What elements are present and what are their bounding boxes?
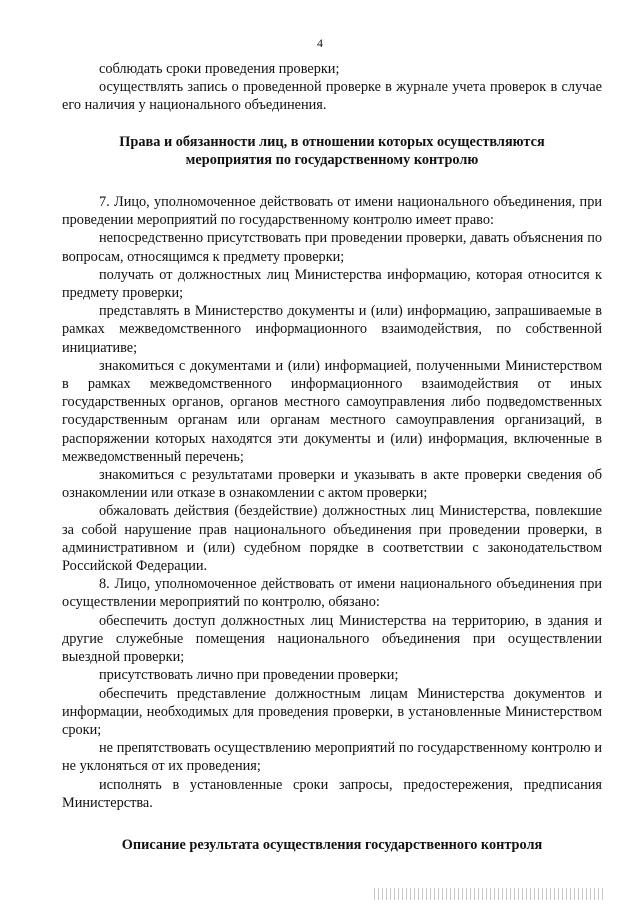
paragraph: не препятствовать осуществлению мероприятий по государственному контролю и не уклоняться от их проведения; [62, 740, 602, 775]
section-heading-results: Описание результата осуществления государственного контроля [121, 836, 543, 853]
paragraph: знакомиться с документами и (или) информацией, полученными Министерством в рамках межведомственного информационного взаимодействия от иных государственных органов, органов местного самоуправления либо подведомственных государственным органам или органам местного самоуправления организаций, в распоряжении которых находятся эти документы и (или) информация, включенные в межведомственный перечень; [62, 357, 602, 465]
paragraph: осуществлять запись о проведенной проверке в журнале учета проверок в случае его наличия у национального объединения. [62, 79, 602, 114]
page-number: 4 [317, 36, 323, 50]
paragraph: обжаловать действия (бездействие) должностных лиц Министерства, повлекшие за собой нарушение прав национального объединения при проведении проверки, в административном и (или) судебном порядке в соответствии с законодательством Российской Федерации. [62, 503, 602, 575]
scan-artifact [374, 888, 604, 900]
heading-line: мероприятия по государственному контролю [185, 151, 479, 168]
section-heading-rights [62, 133, 602, 169]
paragraph: знакомиться с результатами проверки и указывать в акте проверки сведения об ознакомлении или отказе в ознакомлении с актом проверки; [62, 467, 602, 502]
paragraph: исполнять в установленные сроки запросы, предостережения, предписания Министерства. [62, 776, 602, 811]
paragraph: 7. Лицо, уполномоченное действовать от имени национального объединения, при проведении мероприятий по государственному контролю имеет право: [62, 194, 602, 229]
document-body [62, 60, 602, 854]
paragraph: представлять в Министерство документы и (или) информацию, запрашиваемые в рамках межведомственного информационного взаимодействия, по собственной инициативе; [62, 303, 602, 356]
paragraph: обеспечить доступ должностных лиц Министерства на территорию, в здания и другие служебные помещения национального объединения при осуществлении выездной проверки; [62, 612, 602, 666]
paragraph: обеспечить представление должностным лицам Министерства документов и информации, необходимых для проведения проверки, в установленные Министерством сроки; [62, 685, 602, 738]
paragraph: соблюдать сроки проведения проверки; [99, 61, 340, 77]
paragraph: получать от должностных лиц Министерства информацию, которая относится к предмету проверки; [62, 266, 602, 302]
heading-line: Права и обязанности лиц, в отношении которых осуществляются [119, 133, 545, 150]
paragraph: 8. Лицо, уполномоченное действовать от имени национального объединения при осуществлении мероприятий по контролю, обязано: [62, 576, 602, 611]
paragraph: присутствовать лично при проведении проверки; [99, 667, 399, 684]
paragraph: непосредственно присутствовать при проведении проверки, давать объяснения по вопросам, относящимся к предмету проверки; [62, 230, 602, 265]
